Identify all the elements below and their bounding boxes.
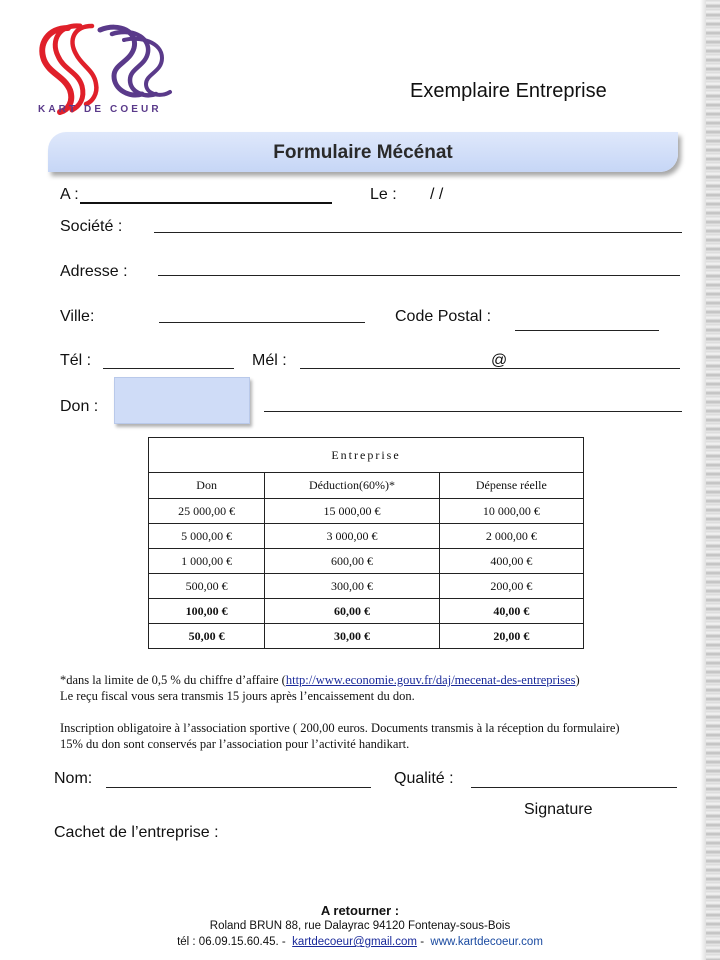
le-label: Le : [370, 186, 397, 203]
table-row [149, 574, 584, 599]
societe-label: Société : [60, 218, 123, 235]
code-postal-field[interactable] [515, 330, 659, 331]
adresse-label: Adresse : [60, 263, 128, 280]
ville-field[interactable] [159, 322, 365, 323]
table-cell: 300,00 € [265, 574, 439, 599]
table-cell: 600,00 € [265, 549, 439, 574]
table-cell: 50,00 € [149, 624, 265, 649]
logo-text: KART DE COEUR [38, 104, 162, 115]
footer-separator: - [420, 936, 425, 948]
table-header-deduction: Déduction(60%)* [265, 473, 439, 499]
table-cell: 15 000,00 € [265, 499, 439, 524]
don-field[interactable] [264, 411, 682, 412]
table-row [149, 599, 584, 624]
table-title: Entreprise [149, 438, 584, 473]
table-cell: 25 000,00 € [149, 499, 265, 524]
conserved-note: 15% du don sont conservés par l’association pour l’activité handikart. [60, 737, 410, 751]
qualite-label: Qualité : [394, 770, 454, 787]
tel-label: Tél : [60, 352, 92, 369]
nom-label: Nom: [54, 770, 93, 787]
economie-gouv-link[interactable]: http://www.economie.gouv.fr/daj/mecenat-des-entreprises [285, 673, 576, 687]
table-cell: 500,00 € [149, 574, 265, 599]
footer-title: A retourner : [320, 903, 400, 918]
table-cell: 3 000,00 € [265, 524, 439, 549]
table-cell: 40,00 € [439, 599, 583, 624]
a-field[interactable] [80, 202, 332, 204]
tel-field[interactable] [103, 368, 234, 369]
table-row [149, 499, 584, 524]
receipt-note: Le reçu fiscal vous sera transmis 15 jours après l’encaissement du don. [60, 689, 415, 703]
mel-label: Mél : [252, 352, 287, 369]
inscription-note: Inscription obligatoire à l’association sportive ( 200,00 euros. Documents transmis à la réception du formulaire) [60, 721, 620, 735]
limit-note [60, 673, 580, 688]
cachet-label: Cachet de l’entreprise : [54, 824, 219, 841]
table-cell: 400,00 € [439, 549, 583, 574]
table-cell: 2 000,00 € [439, 524, 583, 549]
deduction-table [148, 437, 584, 649]
ville-label: Ville: [60, 308, 95, 325]
footer-email-link[interactable]: kartdecoeur@gmail.com [292, 936, 417, 948]
footer-tel: tél : 06.09.15.60.45. - [177, 936, 286, 948]
kart-de-coeur-logo [30, 14, 180, 118]
footer-contact [0, 936, 720, 948]
footer-address: Roland BRUN 88, rue Dalayrac 94120 Fontenay-sous-Bois [209, 920, 511, 932]
table-row [149, 524, 584, 549]
table-cell: 200,00 € [439, 574, 583, 599]
footer-website[interactable]: www.kartdecoeur.com [430, 936, 543, 948]
mel-field[interactable] [300, 368, 680, 369]
table-header-don: Don [149, 473, 265, 499]
table-cell: 60,00 € [265, 599, 439, 624]
nom-field[interactable] [106, 787, 371, 788]
adresse-field[interactable] [158, 275, 680, 276]
don-label: Don : [60, 398, 99, 415]
table-cell: 5 000,00 € [149, 524, 265, 549]
a-label: A : [60, 186, 79, 203]
date-field[interactable]: / / [430, 186, 444, 203]
code-postal-label: Code Postal : [395, 308, 492, 325]
exemplaire-title: Exemplaire Entreprise [410, 80, 607, 102]
signature-label: Signature [524, 801, 593, 818]
table-cell: 30,00 € [265, 624, 439, 649]
form-title-banner [48, 132, 678, 172]
table-cell: 100,00 € [149, 599, 265, 624]
limit-note-prefix: *dans la limite de 0,5 % du chiffre d’affaire ( [60, 673, 286, 687]
don-checkbox-box[interactable] [114, 377, 250, 424]
page-edge-decoration [706, 0, 720, 960]
societe-field[interactable] [154, 232, 682, 233]
table-cell: 10 000,00 € [439, 499, 583, 524]
qualite-field[interactable] [471, 787, 677, 788]
at-sign: @ [491, 352, 508, 369]
form-title: Formulaire Mécénat [273, 142, 453, 163]
table-cell: 1 000,00 € [149, 549, 265, 574]
table-cell: 20,00 € [439, 624, 583, 649]
table-row [149, 624, 584, 649]
table-header-depense: Dépense réelle [439, 473, 583, 499]
limit-note-suffix: ) [575, 673, 580, 687]
table-row [149, 549, 584, 574]
